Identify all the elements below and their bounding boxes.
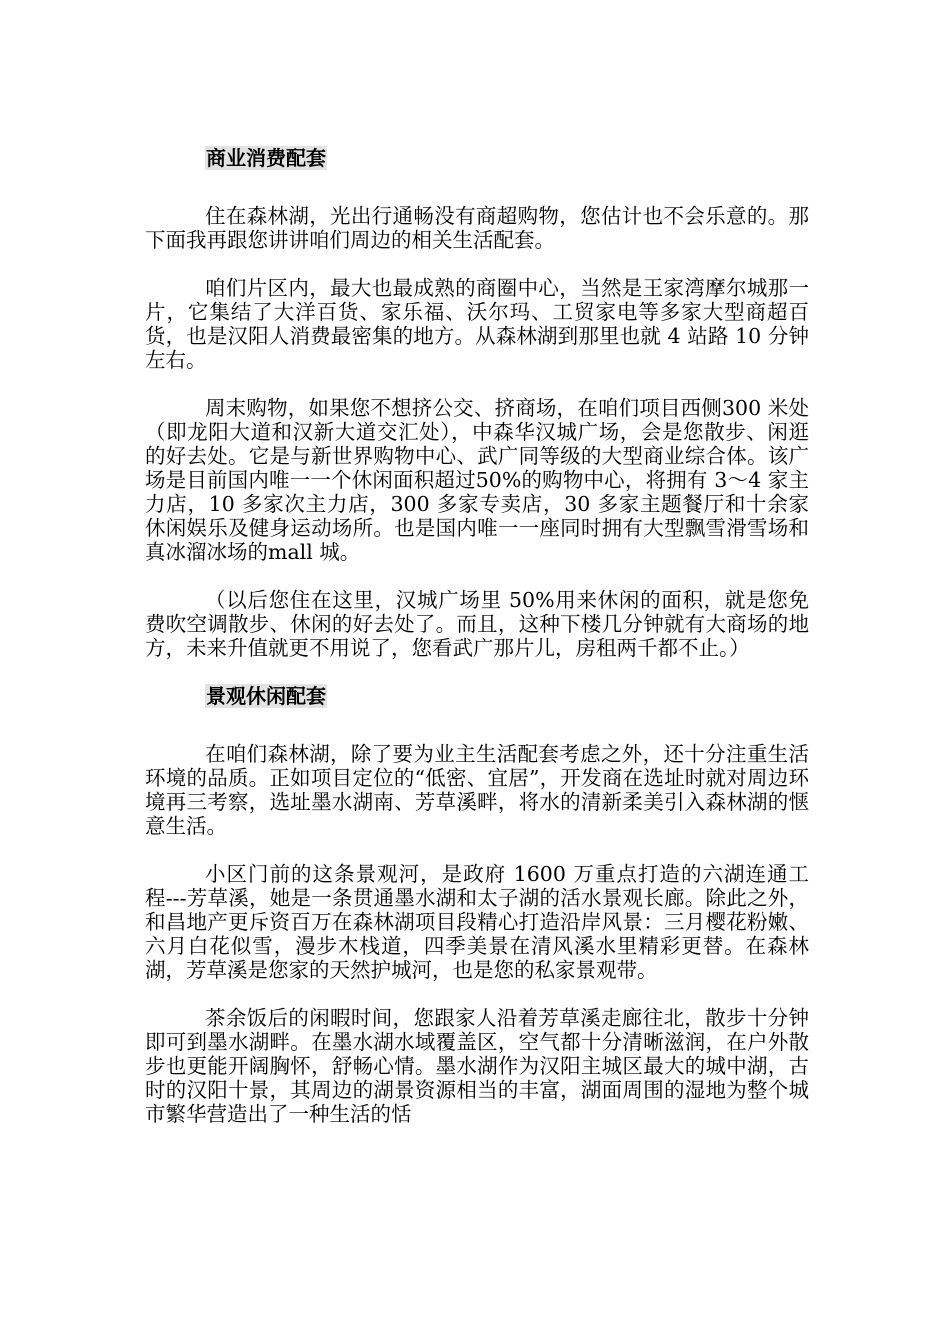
paragraph: 住在森林湖，光出行通畅没有商超购物，您估计也不会乐意的。那下面我再跟您讲讲咱们周边的相关生活配套。	[145, 204, 809, 252]
paragraph: 咱们片区内，最大也最成熟的商圈中心，当然是王家湾摩尔城那一片，它集结了大洋百货、家乐福、沃尔玛、工贸家电等多家大型商超百货，也是汉阳人消费最密集的地方。从森林湖到那里也就 4 站路 10 分钟左右。	[145, 276, 809, 372]
section-heading-landscape: 景观休闲配套	[206, 684, 326, 708]
paragraph: 茶余饭后的闲暇时间，您跟家人沿着芳草溪走廊往北，散步十分钟即可到墨水湖畔。在墨水湖水域覆盖区，空气都十分清晰滋润，在户外散步也更能开阔胸怀，舒畅心情。墨水湖作为汉阳主城区最大的城中湖，古时的汉阳十景，其周边的湖景资源相当的丰富，湖面周围的湿地为整个城市繁华营造出了一种生活的恬	[145, 1006, 809, 1126]
section-heading-commercial: 商业消费配套	[206, 146, 326, 170]
document-page	[145, 146, 809, 1126]
paragraph: （以后您住在这里，汉城广场里 50%用来休闲的面积，就是您免费吹空调散步、休闲的好去处了。而且，这种下楼几分钟就有大商场的地方，未来升值就更不用说了，您看武广那片儿，房租两千都不止。）	[145, 588, 809, 660]
paragraph: 小区门前的这条景观河，是政府 1600 万重点打造的六湖连通工程---芳草溪，她是一条贯通墨水湖和太子湖的活水景观长廊。除此之外，和昌地产更斥资百万在森林湖项目段精心打造沿岸风景：三月樱花粉嫩、六月白花似雪，漫步木栈道，四季美景在清风溪水里精彩更替。在森林湖，芳草溪是您家的天然护城河，也是您的私家景观带。	[145, 862, 809, 982]
paragraph: 周末购物，如果您不想挤公交、挤商场，在咱们项目西侧300 米处（即龙阳大道和汉新大道交汇处），中森华汉城广场，会是您散步、闲逛的好去处。它是与新世界购物中心、武广同等级的大型商业综合体。该广场是目前国内唯一一个休闲面积超过50%的购物中心，将拥有 3～4 家主力店，10 多家次主力店，300 多家专卖店，30 多家主题餐厅和十余家休闲娱乐及健身运动场所。也是国内唯一一座同时拥有大型飘雪滑雪场和真冰溜冰场的mall 城。	[145, 396, 809, 564]
paragraph: 在咱们森林湖，除了要为业主生活配套考虑之外，还十分注重生活环境的品质。正如项目定位的“低密、宜居”，开发商在选址时就对周边环境再三考察，选址墨水湖南、芳草溪畔，将水的清新柔美引入森林湖的惬意生活。	[145, 742, 809, 838]
